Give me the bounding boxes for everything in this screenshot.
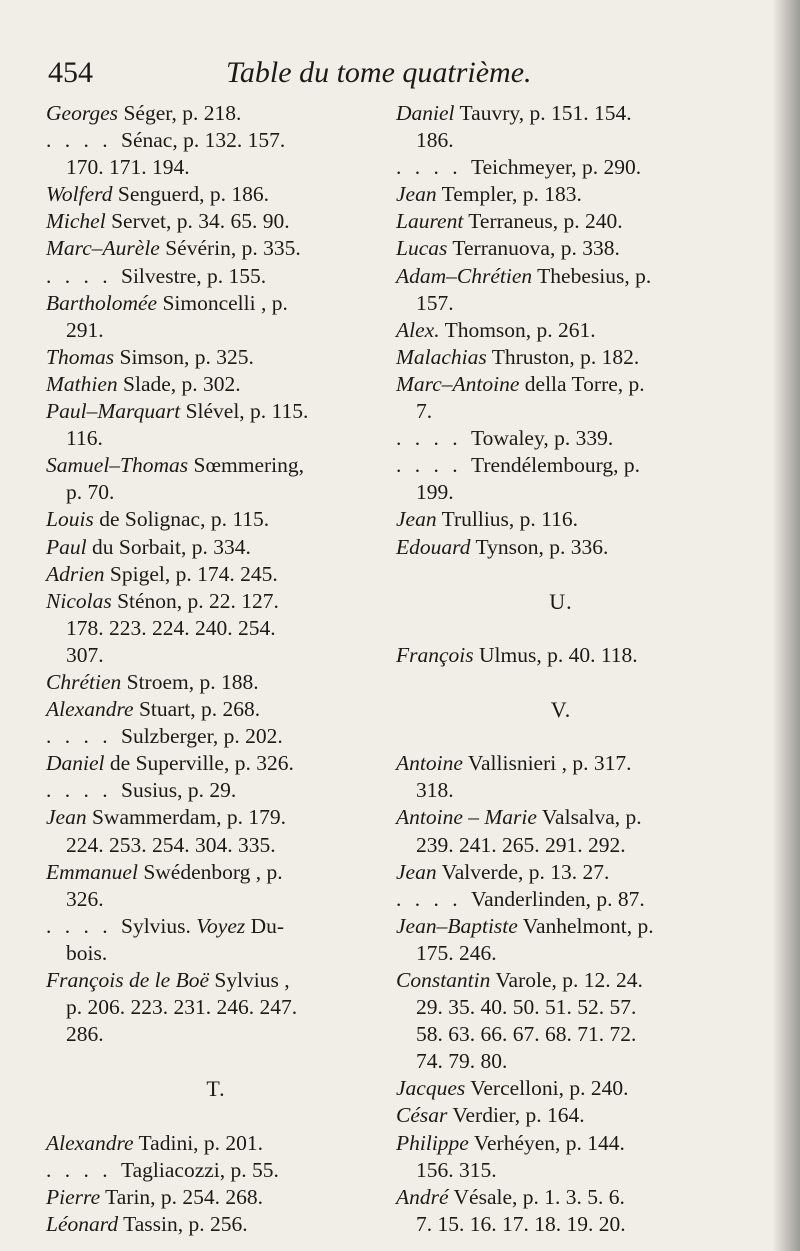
first-name: Philippe <box>396 1130 469 1155</box>
index-entry <box>46 561 386 588</box>
first-name: Louis <box>46 507 94 532</box>
index-column-right <box>396 100 726 1238</box>
index-entry <box>396 1048 726 1075</box>
index-entry <box>396 859 726 886</box>
index-entry <box>46 967 386 994</box>
entry-text: Tagliacozzi, p. 55. <box>121 1157 279 1182</box>
running-title: Table du tome quatrième. <box>226 56 532 89</box>
entry-text: Varole, p. 12. 24. <box>490 968 643 992</box>
first-name: Marc–Antoine <box>396 371 520 396</box>
entry-text: Terranuova, p. 338. <box>447 236 620 261</box>
index-entry <box>396 832 726 859</box>
entry-text: della Torre, p. <box>519 371 645 396</box>
ditto-dots: . . . . <box>46 263 121 288</box>
entry-continuation: bois. <box>66 940 108 965</box>
index-entry <box>46 642 386 669</box>
entry-text: Sénac, p. 132. 157. <box>121 128 286 153</box>
entry-continuation: p. 206. 223. 231. 246. 247. <box>66 995 298 1020</box>
index-entry <box>46 913 386 940</box>
first-name: Paul <box>46 534 87 559</box>
entry-text: Tadini, p. 201. <box>133 1130 264 1155</box>
index-entry <box>46 452 386 479</box>
index-entry <box>46 994 386 1021</box>
entry-text: de Superville, p. 326. <box>104 751 294 776</box>
blank-line <box>396 723 726 750</box>
first-name: Jean <box>46 805 87 830</box>
entry-continuation: 7. <box>416 399 433 424</box>
entry-text: Slével, p. 115. <box>180 399 309 424</box>
entry-text: Thomson, p. 261. <box>439 317 596 342</box>
index-entry <box>46 750 386 777</box>
entry-continuation: 307. <box>66 642 104 667</box>
ditto-dots: . . . . <box>46 724 121 749</box>
index-entry <box>396 1130 726 1157</box>
index-entry <box>46 371 386 398</box>
entry-text: Terraneus, p. 240. <box>463 209 623 234</box>
index-entry <box>396 913 726 940</box>
entry-text: Swédenborg , p. <box>137 859 283 884</box>
entry-text: Sténon, p. 22. 127. <box>111 588 279 613</box>
blank-line <box>396 669 726 696</box>
index-entry <box>396 452 726 479</box>
first-name: Laurent <box>396 209 464 234</box>
index-entry <box>396 425 726 452</box>
entry-continuation: 326. <box>66 886 104 911</box>
index-entry <box>396 642 726 669</box>
index-entry <box>46 127 386 154</box>
first-name: Thomas <box>46 344 115 369</box>
first-name: Edouard <box>396 534 471 559</box>
index-entry <box>46 588 386 615</box>
page-edge-shadow <box>772 0 800 1251</box>
entry-continuation: 29. 35. 40. 50. 51. 52. 57. <box>416 995 637 1020</box>
first-name: Nicolas <box>46 588 112 613</box>
first-name: Jean <box>396 182 437 207</box>
index-entry <box>396 967 726 994</box>
entry-text: Tarin, p. 254. 268. <box>100 1184 264 1209</box>
index-entry <box>46 154 386 181</box>
cross-reference: Voyez <box>196 913 246 938</box>
entry-text: Trullius, p. 116. <box>436 507 578 532</box>
index-entry <box>396 317 726 344</box>
index-entry <box>46 669 386 696</box>
index-entry <box>46 1021 386 1048</box>
ditto-dots: . . . . <box>396 453 471 478</box>
first-name: Paul–Marquart <box>46 399 181 424</box>
entry-text: Sœmmering, <box>188 453 305 478</box>
section-heading: T. <box>206 1076 226 1102</box>
index-entry <box>396 181 726 208</box>
entry-text: Sévérin, p. 335. <box>159 236 301 261</box>
first-name: Jean <box>396 859 437 884</box>
first-name: Pierre <box>46 1184 101 1209</box>
entry-continuation: 291. <box>66 317 104 342</box>
entry-text: Ulmus, p. 40. 118. <box>473 642 638 667</box>
entry-continuation: 58. 63. 66. 67. 68. 71. 72. <box>416 1022 637 1047</box>
first-name: Malachias <box>396 344 487 369</box>
index-entry <box>396 994 726 1021</box>
blank-line <box>396 561 726 588</box>
ditto-dots: . . . . <box>396 155 471 180</box>
index-column-left <box>46 100 386 1238</box>
entry-text: Thruston, p. 182. <box>486 344 640 369</box>
first-name: Alexandre <box>46 697 134 722</box>
entry-continuation: 239. 241. 265. 291. 292. <box>416 832 626 857</box>
first-name: Michel <box>46 209 106 234</box>
entry-continuation: 116. <box>66 426 103 451</box>
first-name: François de le Boë <box>46 968 209 992</box>
entry-text: Susius, p. 29. <box>121 778 237 803</box>
blank-line <box>46 1048 386 1075</box>
index-entry <box>396 1102 726 1129</box>
index-entry <box>396 371 726 398</box>
index-entry <box>46 696 386 723</box>
first-name: Georges <box>46 101 119 125</box>
index-entry <box>46 1130 386 1157</box>
index-entry <box>396 1211 726 1238</box>
index-entry <box>46 615 386 642</box>
entry-text: Simoncelli , p. <box>157 290 288 315</box>
entry-text: Servet, p. 34. 65. 90. <box>105 209 290 234</box>
index-entry <box>46 886 386 913</box>
first-name: Antoine <box>396 751 463 776</box>
index-entry <box>396 886 726 913</box>
index-entry <box>46 263 386 290</box>
index-entry <box>396 750 726 777</box>
entry-text: Sylvius , <box>209 968 290 992</box>
first-name: Léonard <box>46 1211 119 1236</box>
first-name: Chrétien <box>46 669 122 694</box>
entry-text: Teichmeyer, p. 290. <box>471 155 642 180</box>
index-entry <box>396 1021 726 1048</box>
entry-text: Tauvry, p. 151. 154. <box>454 101 632 125</box>
entry-continuation: 318. <box>416 778 454 803</box>
ditto-dots: . . . . <box>46 1157 121 1182</box>
index-entry <box>46 181 386 208</box>
first-name: Lucas <box>396 236 448 261</box>
index-entry <box>396 344 726 371</box>
entry-text: Vallisnieri , p. 317. <box>462 751 632 776</box>
first-name: Alexandre <box>46 1130 134 1155</box>
ditto-dots: . . . . <box>46 913 121 938</box>
entry-continuation: 156. 315. <box>416 1157 497 1182</box>
entry-continuation: p. 70. <box>66 480 115 505</box>
entry-text: Trendélembourg, p. <box>471 453 641 478</box>
entry-text: Sulzberger, p. 202. <box>121 724 283 749</box>
section-heading: U. <box>549 588 573 614</box>
index-entry <box>46 479 386 506</box>
entry-continuation: 157. <box>416 290 454 315</box>
first-name: César <box>396 1103 448 1128</box>
first-name: Jacques <box>396 1076 466 1101</box>
index-entry <box>46 398 386 425</box>
index-entry <box>396 290 726 317</box>
page-number: 454 <box>48 56 93 89</box>
index-entry <box>396 235 726 262</box>
index-entry <box>46 425 386 452</box>
ditto-dots: . . . . <box>46 128 121 153</box>
index-entry <box>46 235 386 262</box>
first-name: Wolferd <box>46 182 113 207</box>
index-entry <box>396 154 726 181</box>
entry-text: Tassin, p. 256. <box>118 1211 248 1236</box>
index-entry <box>46 506 386 533</box>
first-name: Emmanuel <box>46 859 138 884</box>
entry-text: Silvestre, p. 155. <box>121 263 267 288</box>
entry-text: Séger, p. 218. <box>118 101 242 125</box>
entry-text: Stroem, p. 188. <box>121 669 259 694</box>
index-entry <box>46 208 386 235</box>
entry-continuation: 170. 171. 194. <box>66 155 190 180</box>
first-name: François <box>396 642 474 667</box>
index-entry <box>396 777 726 804</box>
blank-line <box>396 615 726 642</box>
index-entry <box>46 859 386 886</box>
ditto-dots: . . . . <box>396 426 471 451</box>
first-name: Samuel–Thomas <box>46 453 189 478</box>
index-entry <box>46 804 386 831</box>
index-entry <box>396 1075 726 1102</box>
first-name: Antoine – Marie <box>396 805 537 830</box>
entry-text: Stuart, p. 268. <box>133 697 261 722</box>
first-name: André <box>396 1184 449 1209</box>
index-entry <box>396 100 726 127</box>
index-entry <box>396 263 726 290</box>
first-name: Jean <box>396 507 437 532</box>
first-name: Adam–Chrétien <box>396 263 533 288</box>
index-entry <box>46 344 386 371</box>
entry-continuation: 175. 246. <box>416 940 497 965</box>
entry-continuation: 286. <box>66 1022 104 1047</box>
entry-text: Slade, p. 302. <box>117 371 241 396</box>
entry-text: Vésale, p. 1. 3. 5. 6. <box>448 1184 625 1209</box>
entry-continuation: 7. 15. 16. 17. 18. 19. 20. <box>416 1211 626 1236</box>
index-entry <box>46 832 386 859</box>
entry-continuation: 186. <box>416 128 454 153</box>
index-entry <box>396 940 726 967</box>
entry-text: Templer, p. 183. <box>436 182 582 207</box>
first-name: Daniel <box>46 751 105 776</box>
index-entry <box>46 1211 386 1238</box>
index-entry <box>396 804 726 831</box>
entry-text: Valsalva, p. <box>536 805 642 830</box>
section-heading: V. <box>550 697 572 723</box>
entry-text: Verhéyen, p. 144. <box>468 1130 625 1155</box>
first-name: Marc–Aurèle <box>46 236 160 261</box>
running-header <box>48 56 748 96</box>
first-name: Constantin <box>396 968 491 992</box>
index-entry <box>396 534 726 561</box>
first-name: Daniel <box>396 101 455 125</box>
index-entry <box>46 1157 386 1184</box>
entry-text: de Solignac, p. 115. <box>93 507 270 532</box>
ditto-dots: . . . . <box>46 778 121 803</box>
first-name: Jean–Baptiste <box>396 913 518 938</box>
index-entry <box>46 317 386 344</box>
index-entry <box>46 723 386 750</box>
entry-text: Vanhelmont, p. <box>517 913 654 938</box>
entry-text: Valverde, p. 13. 27. <box>436 859 610 884</box>
index-entry <box>46 940 386 967</box>
first-name: Alex. <box>396 317 440 342</box>
index-entry <box>396 506 726 533</box>
entry-text: Thebesius, p. <box>532 263 652 288</box>
entry-text: Du- <box>245 913 285 938</box>
entry-continuation: 74. 79. 80. <box>416 1049 508 1074</box>
index-entry <box>46 534 386 561</box>
index-entry <box>396 127 726 154</box>
entry-text: Vercelloni, p. 240. <box>465 1076 629 1101</box>
index-entry <box>46 777 386 804</box>
index-entry <box>396 398 726 425</box>
entry-text: du Sorbait, p. 334. <box>86 534 251 559</box>
entry-text: Spigel, p. 174. 245. <box>104 561 278 586</box>
index-entry <box>396 208 726 235</box>
entry-text: Vanderlinden, p. 87. <box>471 886 645 911</box>
index-entry <box>46 290 386 317</box>
index-entry <box>46 100 386 127</box>
entry-text: Simson, p. 325. <box>114 344 254 369</box>
entry-text: Towaley, p. 339. <box>471 426 614 451</box>
entry-text: Tynson, p. 336. <box>470 534 609 559</box>
blank-line <box>46 1102 386 1129</box>
index-entry <box>396 479 726 506</box>
entry-continuation: 178. 223. 224. 240. 254. <box>66 615 276 640</box>
entry-text: Senguerd, p. 186. <box>112 182 269 207</box>
entry-text: Sylvius. <box>121 913 197 938</box>
first-name: Mathien <box>46 371 118 396</box>
entry-text: Swammerdam, p. 179. <box>86 805 287 830</box>
index-entry <box>396 1184 726 1211</box>
index-entry <box>396 1157 726 1184</box>
index-entry <box>46 1184 386 1211</box>
entry-continuation: 224. 253. 254. 304. 335. <box>66 832 276 857</box>
ditto-dots: . . . . <box>396 886 471 911</box>
first-name: Bartholomée <box>46 290 158 315</box>
entry-text: Verdier, p. 164. <box>447 1103 585 1128</box>
entry-continuation: 199. <box>416 480 454 505</box>
first-name: Adrien <box>46 561 105 586</box>
